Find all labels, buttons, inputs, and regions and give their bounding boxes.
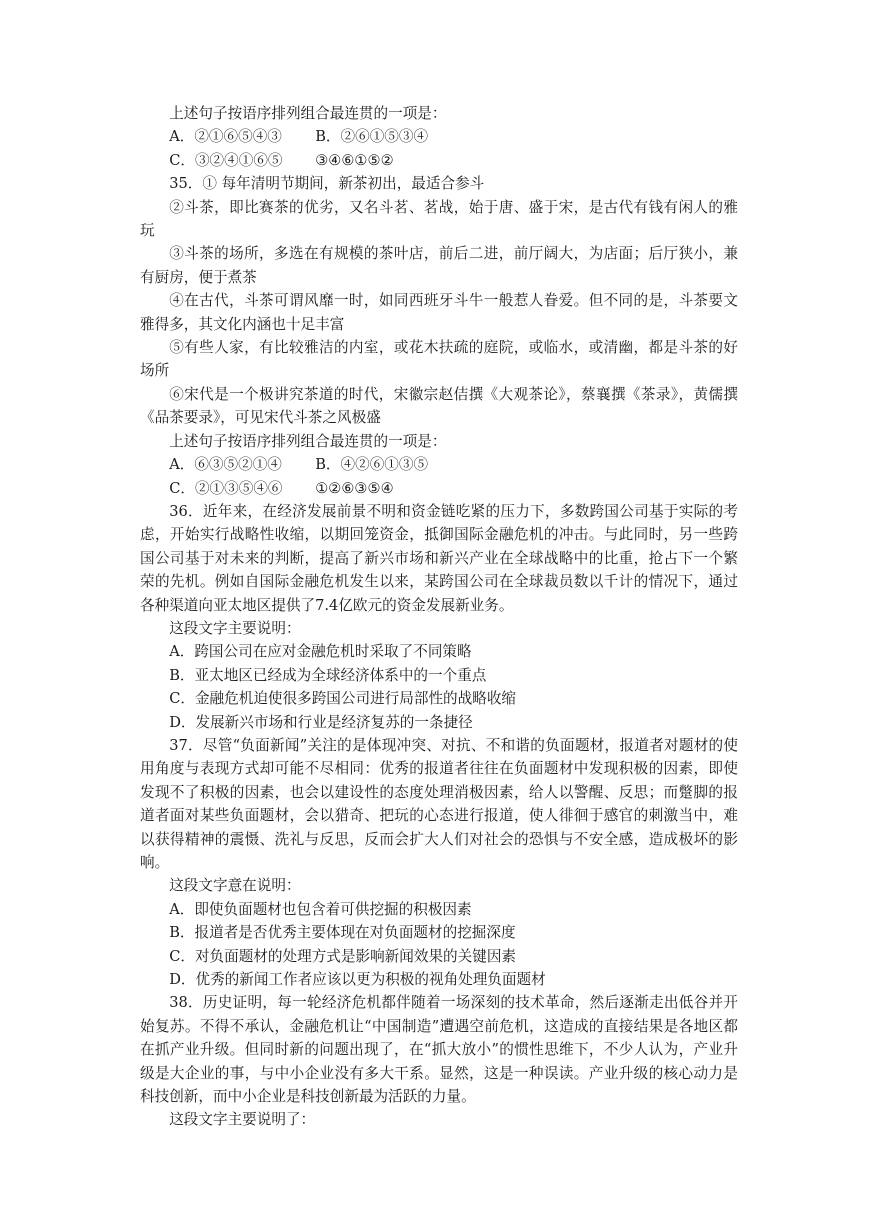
q36-text: 36．近年来，在经济发展前景不明和资金链吃紧的压力下，多数跨国公司基于实际的考虑，开始实行战略性收缩，以期回笼资金，抵御国际金融危机的冲击。与此同时，另一些跨国公司基于对未来的判断，提高了新兴市场和新兴产业在全球战略中的比重，抢占下一个繁荣的先机。例如自国际金融危机发生以来，某跨国公司在全球裁员数以千计的情况下，通过各种渠道向亚太地区提供了7.4亿欧元的资金发展新业务。 <box>140 502 738 614</box>
q34-option-d: ③④⑥①⑤② <box>315 151 394 169</box>
q35-options-row-1 <box>140 453 738 476</box>
q38-prompt: 这段文字主要说明了： <box>169 1111 316 1129</box>
q35-line-2: ②斗茶，即比赛茶的优劣，又名斗茗、茗战，始于唐、盛于宋，是古代有钱有闲人的雅玩 <box>140 198 738 240</box>
q35-option-d: ①②⑥③⑤④ <box>315 479 394 497</box>
q35-option-b: B．④②⑥①③⑤ <box>315 456 429 474</box>
q35-option-a: A．⑥③⑤②①④ <box>169 456 282 474</box>
q37-prompt: 这段文字意在说明： <box>169 877 301 895</box>
q35-line-4: ④在古代，斗茶可谓风靡一时，如同西班牙斗牛一般惹人眷爱。但不同的是，斗茶要文雅得多，其文化内涵也十足丰富 <box>140 292 738 333</box>
q38-text: 38．历史证明，每一轮经济危机都伴随着一场深刻的技术革命，然后逐渐走出低谷并开始复苏。不得不承认，金融危机让“中国制造”遭遇空前危机，这造成的直接结果是各地区都在抓产业升级。但同时新的问题出现了，在“抓大放小”的惯性思维下，不少人认为，产业升级是大企业的事，与中小企业没有多大干系。显然，这是一种误读。产业升级的核心动力是科技创新，而中小企业是科技创新最为活跃的力量。 <box>140 994 738 1106</box>
q35-line-6: ⑥宋代是一个极讲究茶道的时代，宋徽宗赵佶撰《大观茶论》，蔡襄撰《茶录》，黄儒撰《品茶要录》，可见宋代斗茶之风极盛 <box>140 385 738 427</box>
q37-option-c: C．对负面题材的处理方式是影响新闻效果的关键因素 <box>169 947 517 965</box>
q36-option-c: C．金融危机迫使很多跨国公司进行局部性的战略收缩 <box>169 690 517 708</box>
q37-text: 37．尽管“负面新闻”关注的是体现冲突、对抗、不和谐的负面题材，报道者对题材的使用角度与表现方式却可能不尽相同：优秀的报道者往往在负面题材中发现积极的因素，即使发现不了积极的因素，也会以建设性的态度处理消极因素，给人以警醒、反思；而蹩脚的报道者面对某些负面题材，会以猎奇、把玩的心态进行报道，使人徘徊于感官的刺激当中，难以获得精神的震慑、洗礼与反思，反而会扩大人们对社会的恐惧与不安全感，造成极坏的影响。 <box>140 736 738 871</box>
q34-prompt: 上述句子按语序排列组合最连贯的一项是： <box>169 105 447 122</box>
q36-option-b: B．亚太地区已经成为全球经济体系中的一个重点 <box>169 666 487 684</box>
q35-line-5: ⑤有些人家，有比较雅洁的内室，或花木扶疏的庭院，或临水，或清幽，都是斗茶的好场所 <box>140 339 738 380</box>
q34-options-row-1 <box>140 125 738 148</box>
q37-option-b: B．报道者是否优秀主要体现在对负面题材的挖掘深度 <box>169 924 516 942</box>
q36-option-d: D．发展新兴市场和行业是经济复苏的一条捷径 <box>169 713 473 731</box>
q35-option-c: C．②①③⑤④⑥ <box>169 479 283 497</box>
q35-line-3: ③斗茶的场所，多选在有规模的茶叶店，前后二进，前厅阔大，为店面；后厅狭小，兼有厨房，便于煮茶 <box>140 245 738 286</box>
q34-option-a: A．②①⑥⑤④③ <box>169 128 282 146</box>
q34-options-row-2 <box>140 149 738 172</box>
q34-option-c: C．③②④①⑥⑤ <box>169 151 283 169</box>
q37-option-a: A．即使负面题材也包含着可供挖掘的积极因素 <box>169 900 472 918</box>
q37-option-d: D．优秀的新闻工作者应该以更为积极的视角处理负面题材 <box>169 971 546 989</box>
q35-line-1: 35．① 每年清明节期间，新茶初出，最适合参斗 <box>169 175 485 193</box>
q35-options-row-2 <box>140 477 738 500</box>
q36-prompt: 这段文字主要说明： <box>169 619 301 637</box>
q36-option-a: A．跨国公司在应对金融危机时采取了不同策略 <box>169 643 472 661</box>
q35-prompt: 上述句子按语序排列组合最连贯的一项是： <box>169 432 447 450</box>
document-page <box>140 102 738 1132</box>
q34-option-b: B．②⑥①⑤③④ <box>315 128 429 146</box>
